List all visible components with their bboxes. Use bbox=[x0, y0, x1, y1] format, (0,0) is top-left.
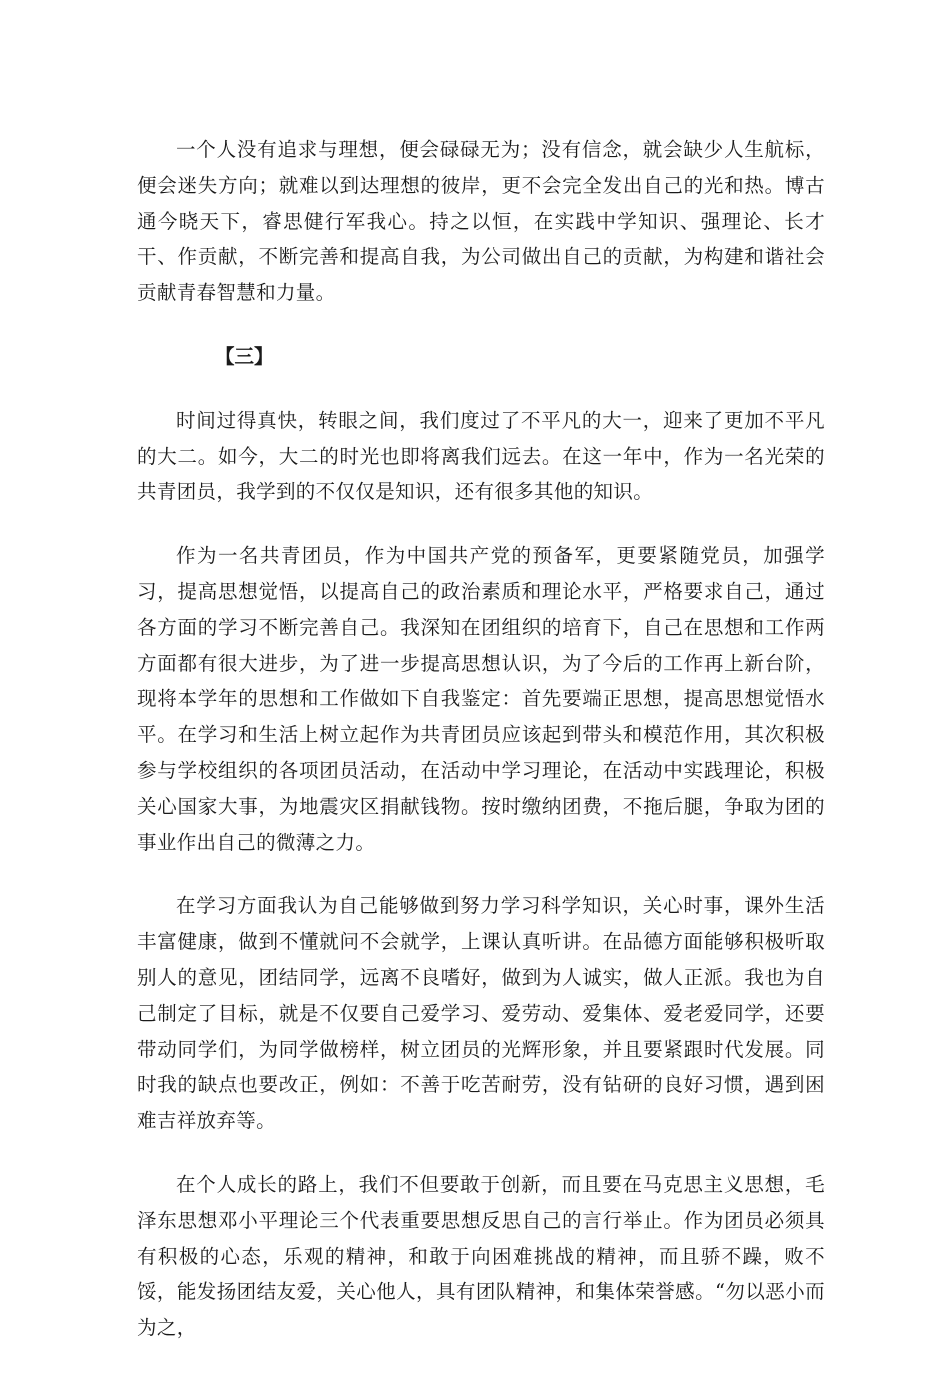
paragraph-2: 时间过得真快，转眼之间，我们度过了不平凡的大一，迎来了更加不平凡的大二。如今，大二的时光也即将离我们远去。在这一年中，作为一名光荣的共青团员，我学到的不仅仅是知识，还有很多其他的知识。 bbox=[137, 408, 825, 504]
document-page bbox=[137, 132, 825, 1374]
paragraph-1: 一个人没有追求与理想，便会碌碌无为；没有信念，就会缺少人生航标，便会迷失方向；就难以到达理想的彼岸，更不会完全发出自己的光和热。博古通今晓天下，睿思健行军我心。持之以恒，在实践中学知识、强理论、长才干、作贡献，不断完善和提高自我，为公司做出自己的贡献，为构建和谐社会贡献青春智慧和力量。 bbox=[137, 138, 825, 305]
paragraph-5: 在个人成长的路上，我们不但要敢于创新，而且要在马克思主义思想，毛泽东思想邓小平理论三个代表重要思想反思自己的言行举止。作为团员必须具有积极的心态，乐观的精神，和敢于向困难挑战的精神，而且骄不躁，败不馁，能发扬团结友爱，关心他人，具有团队精神，和集体荣誉感。“勿以恶小而为之， bbox=[137, 1172, 825, 1340]
paragraph-4: 在学习方面我认为自己能够做到努力学习科学知识，关心时事，课外生活丰富健康，做到不懂就问不会就学，上课认真听讲。在品德方面能够积极听取别人的意见，团结同学，远离不良嗜好，做到为人诚实，做人正派。我也为自己制定了目标，就是不仅要自己爱学习、爱劳动、爱集体、爱老爱同学，还要带动同学们，为同学做榜样，树立团员的光辉形象，并且要紧跟时代发展。同时我的缺点也要改正，例如：不善于吃苦耐劳，没有钻研的良好习惯，遇到困难吉祥放弃等。 bbox=[137, 894, 825, 1133]
section-heading: 【三】 bbox=[215, 344, 274, 368]
paragraph-3: 作为一名共青团员，作为中国共产党的预备军，更要紧随党员，加强学习，提高思想觉悟，以提高自己的政治素质和理论水平，严格要求自己，通过各方面的学习不断完善自己。我深知在团组织的培育下，自己在思想和工作两方面都有很大进步，为了进一步提高思想认识，为了今后的工作再上新台阶，现将本学年的思想和工作做如下自我鉴定：首先要端正思想，提高思想觉悟水平。在学习和生活上树立起作为共青团员应该起到带头和模范作用，其次积极参与学校组织的各项团员活动，在活动中学习理论，在活动中实践理论，积极关心国家大事，为地震灾区捐献钱物。按时缴纳团费，不拖后腿，争取为团的事业作出自己的微薄之力。 bbox=[137, 544, 825, 854]
